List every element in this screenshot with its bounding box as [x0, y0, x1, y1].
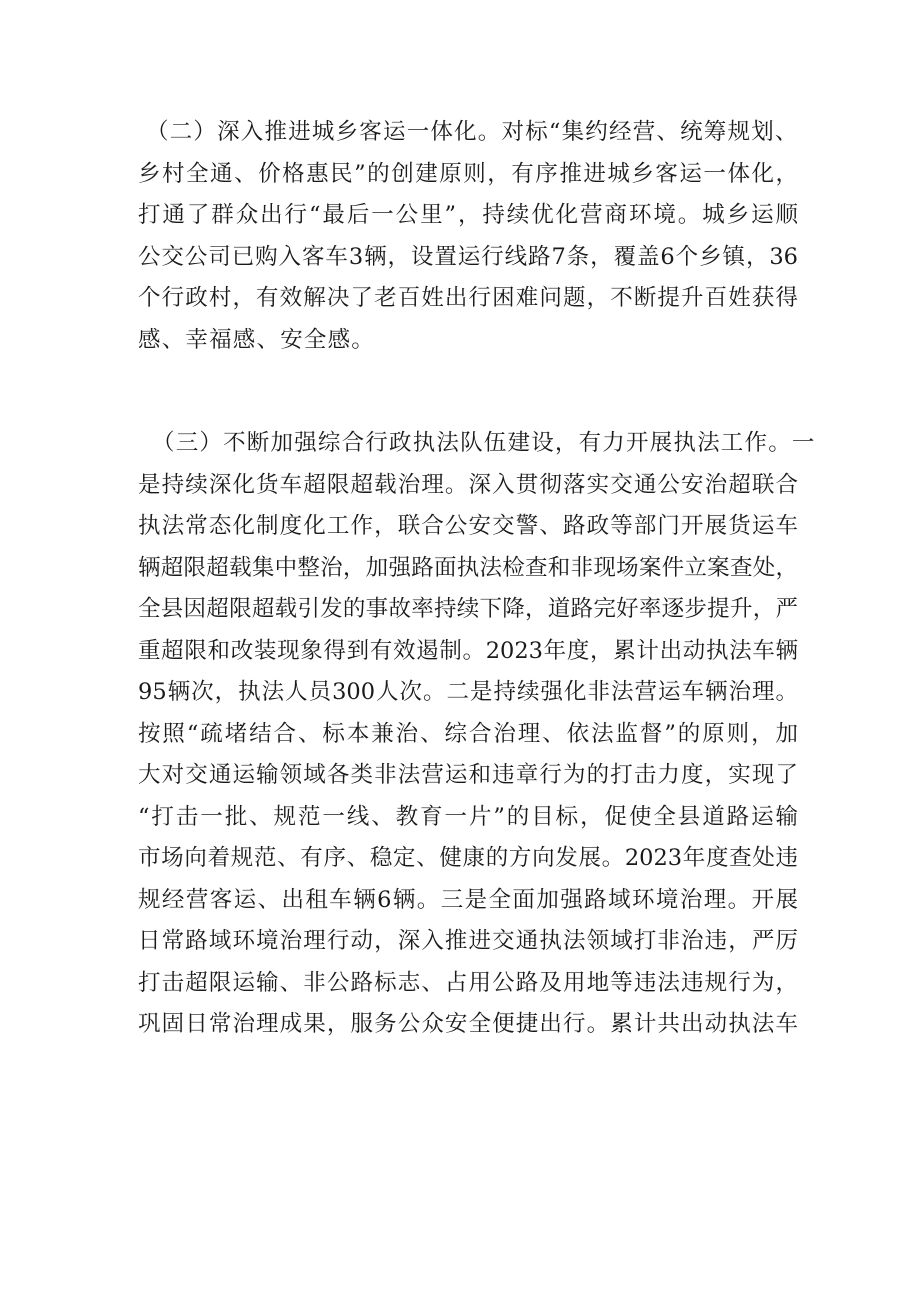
text-line: 规经营客运、出租车辆6辆。三是全面加强路域环境治理。开展 — [138, 886, 798, 913]
paragraph-urban-rural-transport — [138, 112, 798, 361]
text-line: 日常路域环境治理行动，深入推进交通执法领域打非治违，严厉 — [138, 928, 798, 954]
text-line: 是持续深化货车超限超载治理。深入贯彻落实交通公安治超联合 — [138, 471, 798, 498]
text-line: 重超限和改装现象得到有效遏制。2023年度，累计出动执法车辆 — [138, 637, 798, 664]
text-line: 打击超限运输、非公路标志、占用公路及用地等违法违规行为， — [138, 969, 798, 996]
text-line: 按照“疏堵结合、标本兼治、综合治理、依法监督”的原则，加 — [138, 720, 798, 747]
text-line: 巩固日常治理成果，服务公众安全便捷出行。累计共出动执法车 — [138, 1011, 798, 1037]
text-line: “打击一批、规范一线、教育一片”的目标，促使全县道路运输 — [138, 803, 798, 830]
paragraph-law-enforcement — [138, 423, 816, 1046]
text-line: 辆超限超载集中整治，加强路面执法检查和非现场案件立案查处， — [138, 554, 798, 581]
text-line: 打通了群众出行“最后一公里”，持续优化营商环境。城乡运顺 — [138, 202, 798, 228]
text-line: 公交公司已购入客车3辆，设置运行线路7条，覆盖6个乡镇，36 — [138, 243, 798, 270]
text-line: 95辆次，执法人员300人次。二是持续强化非法营运车辆治理。 — [138, 679, 798, 705]
text-line: 感、幸福感、安全感。 — [138, 326, 376, 353]
text-line: 市场向着规范、有序、稳定、健康的方向发展。2023年度查处违 — [138, 845, 798, 871]
text-line: 乡村全通、价格惠民”的创建原则，有序推进城乡客运一体化， — [138, 160, 798, 187]
text-line: （二）深入推进城乡客运一体化。对标“集约经营、统筹规划、 — [146, 119, 799, 145]
text-line: 全县因超限超载引发的事故率持续下降，道路完好率逐步提升，严 — [138, 596, 798, 622]
text-line: 执法常态化制度化工作，联合公安交警、路政等部门开展货运车 — [138, 513, 798, 539]
text-line: （三）不断加强综合行政执法队伍建设，有力开展执法工作。一 — [152, 430, 816, 456]
text-line: 大对交通运输领域各类非法营运和违章行为的打击力度，实现了 — [138, 762, 798, 788]
text-line: 个行政村，有效解决了老百姓出行困难问题，不断提升百姓获得 — [138, 285, 798, 311]
